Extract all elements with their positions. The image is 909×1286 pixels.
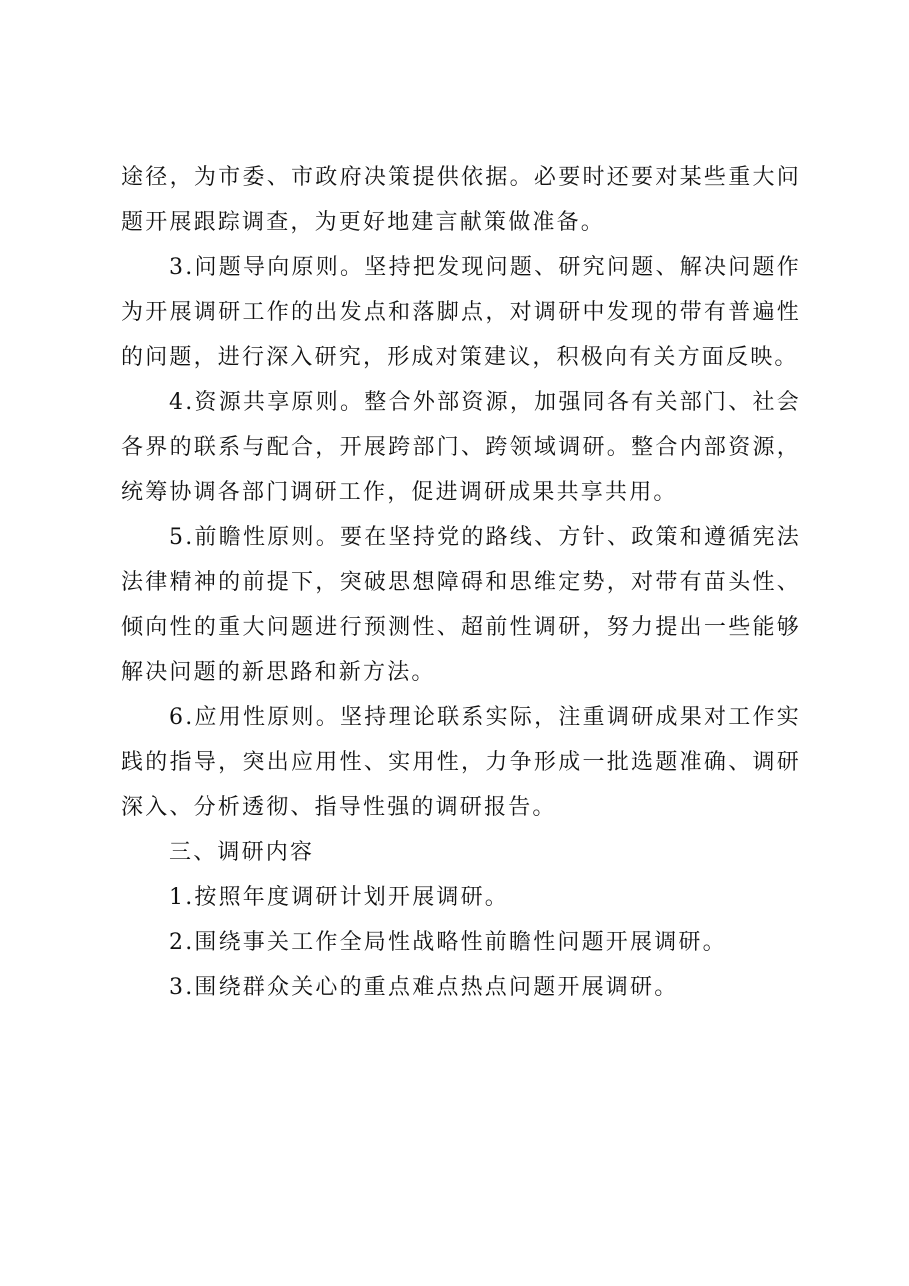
list-item-content-3: 3.围绕群众关心的重点难点热点问题开展调研。	[169, 975, 679, 1000]
paragraph-principle-5: 5.前瞻性原则。要在坚持党的路线、方针、政策和遵循宪法法律精神的前提下，突破思想障碍和思维定势，对带有苗头性、倾向性的重大问题进行预测性、超前性调研，努力提出一些能够解决问题的新思路和新方法。	[121, 525, 801, 685]
section-heading-research-content: 三、调研内容	[169, 840, 315, 865]
paragraph-principle-4: 4.资源共享原则。整合外部资源，加强同各有关部门、社会各界的联系与配合，开展跨部门、跨领域调研。整合内部资源，统筹协调各部门调研工作，促进调研成果共享共用。	[121, 390, 801, 505]
list-item-content-1: 1.按照年度调研计划开展调研。	[169, 885, 509, 910]
document-body	[121, 155, 801, 1010]
paragraph-continuation: 途径，为市委、市政府决策提供依据。必要时还要对某些重大问题开展跟踪调查，为更好地建言献策做准备。	[121, 165, 801, 235]
paragraph-principle-6: 6.应用性原则。坚持理论联系实际，注重调研成果对工作实践的指导，突出应用性、实用性，力争形成一批选题准确、调研深入、分析透彻、指导性强的调研报告。	[121, 705, 801, 820]
paragraph-principle-3: 3.问题导向原则。坚持把发现问题、研究问题、解决问题作为开展调研工作的出发点和落脚点，对调研中发现的带有普遍性的问题，进行深入研究，形成对策建议，积极向有关方面反映。	[121, 255, 801, 370]
list-item-content-2: 2.围绕事关工作全局性战略性前瞻性问题开展调研。	[169, 930, 727, 955]
